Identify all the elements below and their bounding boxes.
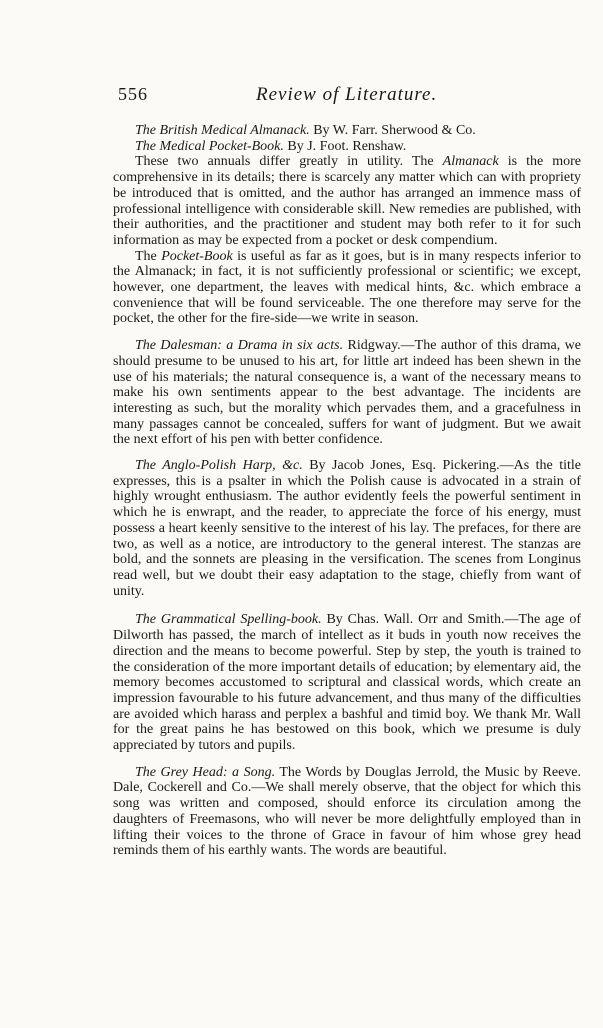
emphasis: Almanack xyxy=(442,154,499,170)
review-text: Ridgway.—The author of this drama, we should presume to be unused to his art, for little art indeed has been shewn in the use of his materials; the natural consequence is, a want of the necessary means to make his own sentiments appear to the best advantage. The incidents are interesting as such, but the morality which pervades them, and a gracefulness in many passages cannot be concealed, suffers for want of judgment. But we await the next effort of his pen with better confidence. xyxy=(113,338,581,448)
review-paragraph-pocket-book: The Pocket-Book is useful as far as it goes, but is in many respects inferior to the Almanack; in fact, it is not sufficiently professional or scientific; we except, however, one department, the leaves with medical hints, &c. which embrace a convenience that will be found serviceable. The one therefore may serve for the pocket, the other for the fire-side—we write in season. xyxy=(113,248,581,327)
review-paragraph-almanack: These two annuals differ greatly in utility. The Almanack is the more comprehensive in its details; there is scarcely any matter which can with propriety be introduced that is omitted, and the author has arranged an immence mass of professional intelligence with considerable skill. New remedies are published, with their authorities, and the practitioner and student may both refer to it for such information as may be expected from a pocket or desk compendium. xyxy=(113,154,581,248)
review-heading-medical-pocket-book xyxy=(113,139,581,155)
review-text: By Chas. Wall. Orr and Smith.—The age of Dilworth has passed, the march of intellect as it buds in youth now receives the direction and the means to become powerful. Step by step, the youth is trained to the consideration of the more important details of education; by elementary aid, the memory becomes accustomed to scriptural and classical words, which create an impression favourable to his future advancement, and thus many of the difficulties are avoided which harass and perplex a bashful and timid boy. We thank Mr. Wall for the great pains he has bestowed on this book, which we presume is duly appreciated by tutors and pupils. xyxy=(113,612,581,754)
page-header xyxy=(118,84,578,108)
review-paragraph-anglo-polish-harp xyxy=(113,458,581,599)
book-title: The Dalesman: a Drama in six acts. xyxy=(135,338,344,354)
review-text: By Jacob Jones, Esq. Pickering.—As the title expresses, this is a psalter in which the Polish cause is advocated in a strain of highly wrought enthusiasm. The author evidently feels the powerful sentiment in which he is enwrapt, and the reader, to appreciate the force of his energy, must possess a heart keenly sensitive to the interest of his lay. The prefaces, for there are two, as well as a notice, are introductory to the general interest. The stanzas are bold, and the sonnets are pleasing in the versification. The scenes from Longinus read well, but we doubt their easy adaptation to the stage, chiefly from want of unity. xyxy=(113,458,581,599)
book-title: The Medical Pocket-Book. xyxy=(135,138,284,154)
review-heading-british-medical-almanack xyxy=(113,123,581,139)
book-citation: By J. Foot. Renshaw. xyxy=(283,138,407,154)
review-paragraph-dalesman xyxy=(113,338,581,448)
book-title: The Grammatical Spelling-book. xyxy=(135,612,322,628)
review-paragraph-grey-head xyxy=(113,765,581,859)
page-body xyxy=(113,123,581,859)
emphasis: Pocket-Book xyxy=(161,248,233,264)
book-citation: By W. Farr. Sherwood & Co. xyxy=(309,123,476,138)
review-paragraph-spelling-book xyxy=(113,612,581,753)
running-title: Review of Literature. xyxy=(256,84,438,105)
review-text: The Words by Douglas Jerrold, the Music by Reeve. Dale, Cockerell and Co.—We shall merely observe, that the object for which this song was written and composed, should enforce its circulation among the daughters of Freemasons, who will never be more delightfully employed than in lifting their voices to the throne of Grace in favour of him whose grey head reminds them of his earthly wants. The words are beautiful. xyxy=(113,764,581,859)
book-title: The Grey Head: a Song. xyxy=(135,764,276,780)
page-number: 556 xyxy=(118,84,148,104)
book-title: The Anglo-Polish Harp, &c. xyxy=(135,458,303,474)
book-title: The British Medical Almanack. xyxy=(135,123,310,138)
